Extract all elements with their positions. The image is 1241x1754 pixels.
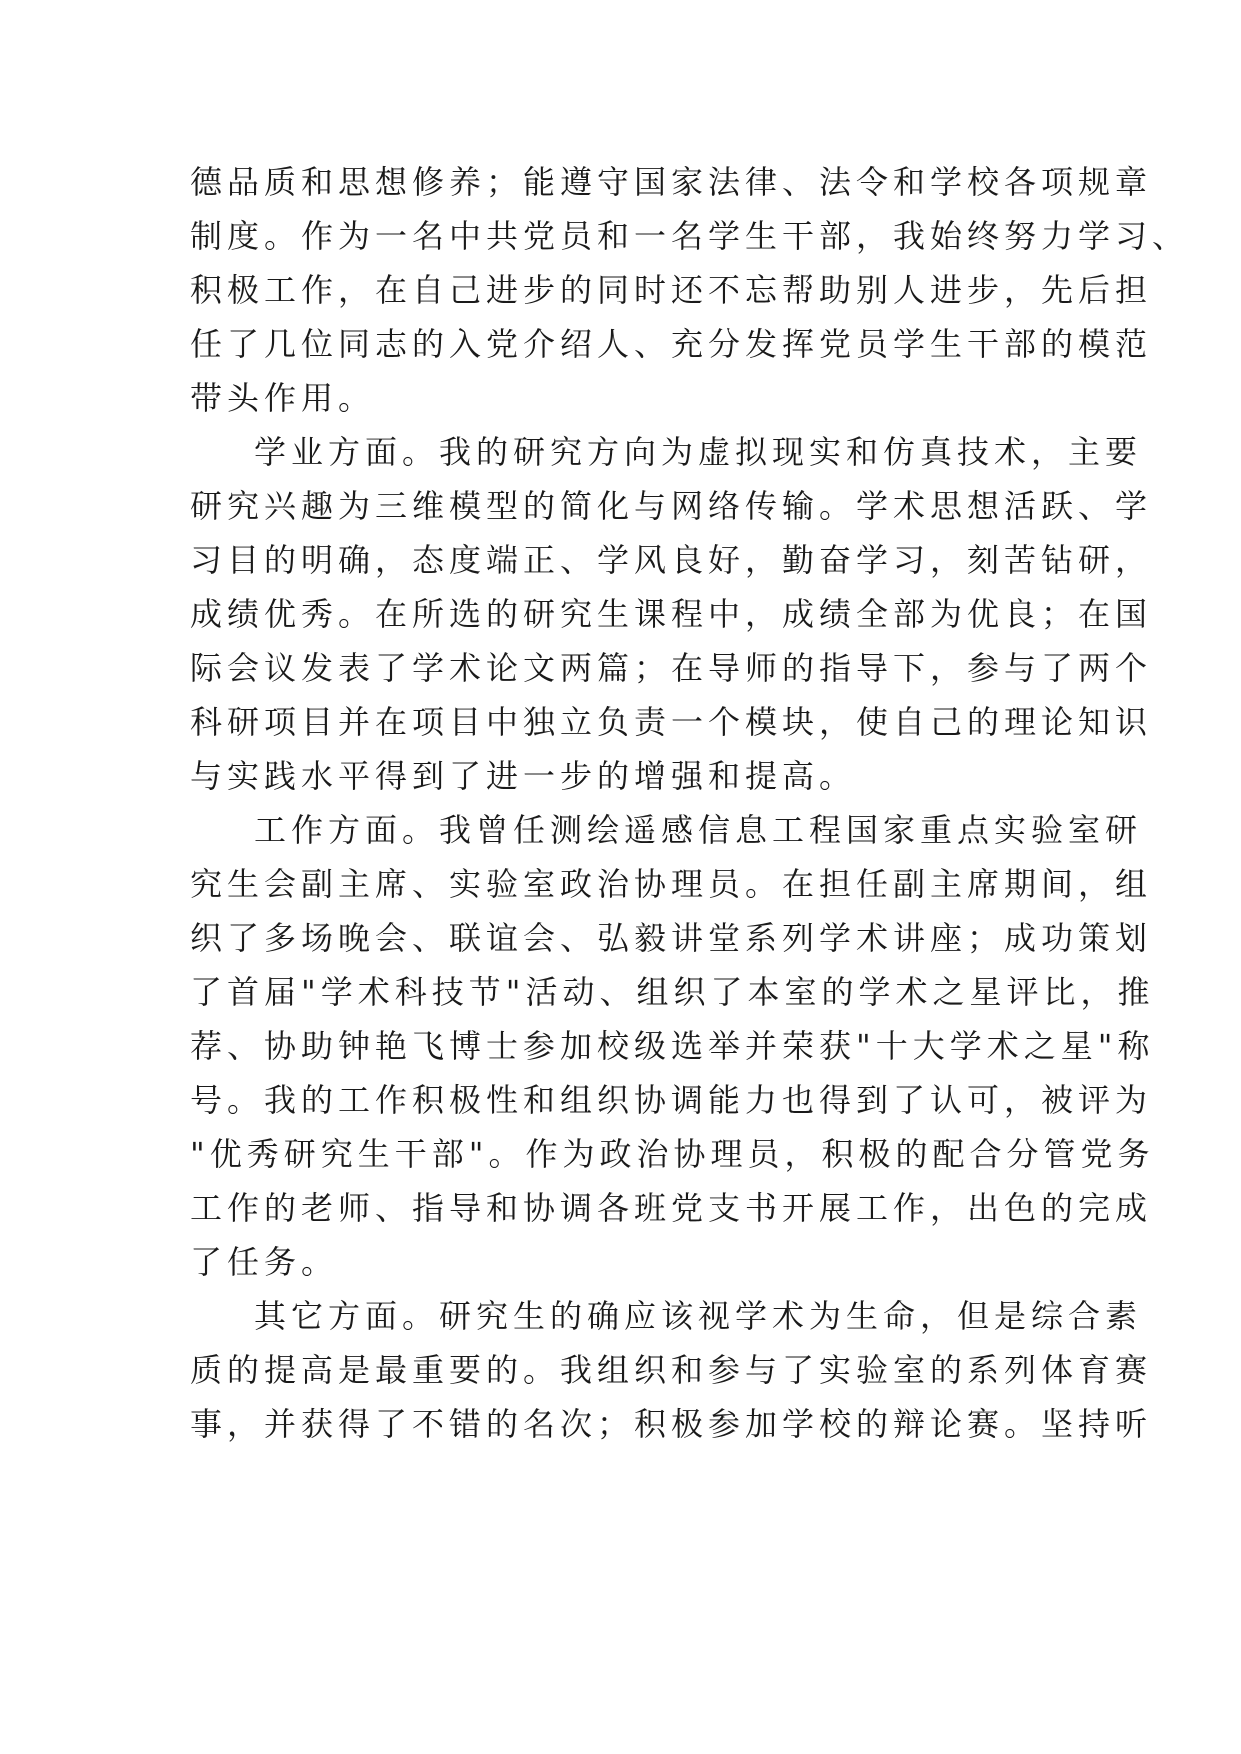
text-line: 积极工作，在自己进步的同时还不忘帮助别人进步，先后担: [190, 271, 1153, 309]
text-line: 了首届"学术科技节"活动、组织了本室的学术之星评比，推: [190, 973, 1155, 1011]
text-line: 荐、协助钟艳飞博士参加校级选举并荣获"十大学术之星"称: [190, 1027, 1155, 1065]
text-line: 科研项目并在项目中独立负责一个模块，使自己的理论知识: [190, 703, 1153, 741]
text-line: "优秀研究生干部"。作为政治协理员，积极的配合分管党务: [190, 1135, 1155, 1173]
text-line: 与实践水平得到了进一步的增强和提高。: [190, 757, 857, 795]
text-line: 工作的老师、指导和协调各班党支书开展工作，出色的完成: [190, 1189, 1153, 1227]
text-line: 织了多场晚会、联谊会、弘毅讲堂系列学术讲座；成功策划: [190, 919, 1153, 957]
text-line: 事，并获得了不错的名次；积极参加学校的辩论赛。坚持听: [190, 1405, 1153, 1443]
text-line: 德品质和思想修养；能遵守国家法律、法令和学校各项规章: [190, 163, 1153, 201]
paragraph-start-line: 其它方面。研究生的确应该视学术为生命，但是综合素: [254, 1297, 1143, 1335]
paragraph-start-line: 学业方面。我的研究方向为虚拟现实和仿真技术，主要: [254, 433, 1143, 471]
text-line: 成绩优秀。在所选的研究生课程中，成绩全部为优良；在国: [190, 595, 1153, 633]
document-body: [190, 155, 1190, 1451]
text-line: 制度。作为一名中共党员和一名学生干部，我始终努力学习、: [190, 217, 1190, 255]
text-line: 习目的明确，态度端正、学风良好，勤奋学习，刻苦钻研，: [190, 541, 1153, 579]
text-line: 究生会副主席、实验室政治协理员。在担任副主席期间，组: [190, 865, 1153, 903]
text-line: 号。我的工作积极性和组织协调能力也得到了认可，被评为: [190, 1081, 1153, 1119]
text-line: 任了几位同志的入党介绍人、充分发挥党员学生干部的模范: [190, 325, 1153, 363]
text-line: 研究兴趣为三维模型的简化与网络传输。学术思想活跃、学: [190, 487, 1153, 525]
text-line: 际会议发表了学术论文两篇；在导师的指导下，参与了两个: [190, 649, 1153, 687]
text-line: 了任务。: [190, 1243, 339, 1281]
paragraph-start-line: 工作方面。我曾任测绘遥感信息工程国家重点实验室研: [254, 811, 1143, 849]
text-line: 质的提高是最重要的。我组织和参与了实验室的系列体育赛: [190, 1351, 1153, 1389]
text-line: 带头作用。: [190, 379, 376, 417]
